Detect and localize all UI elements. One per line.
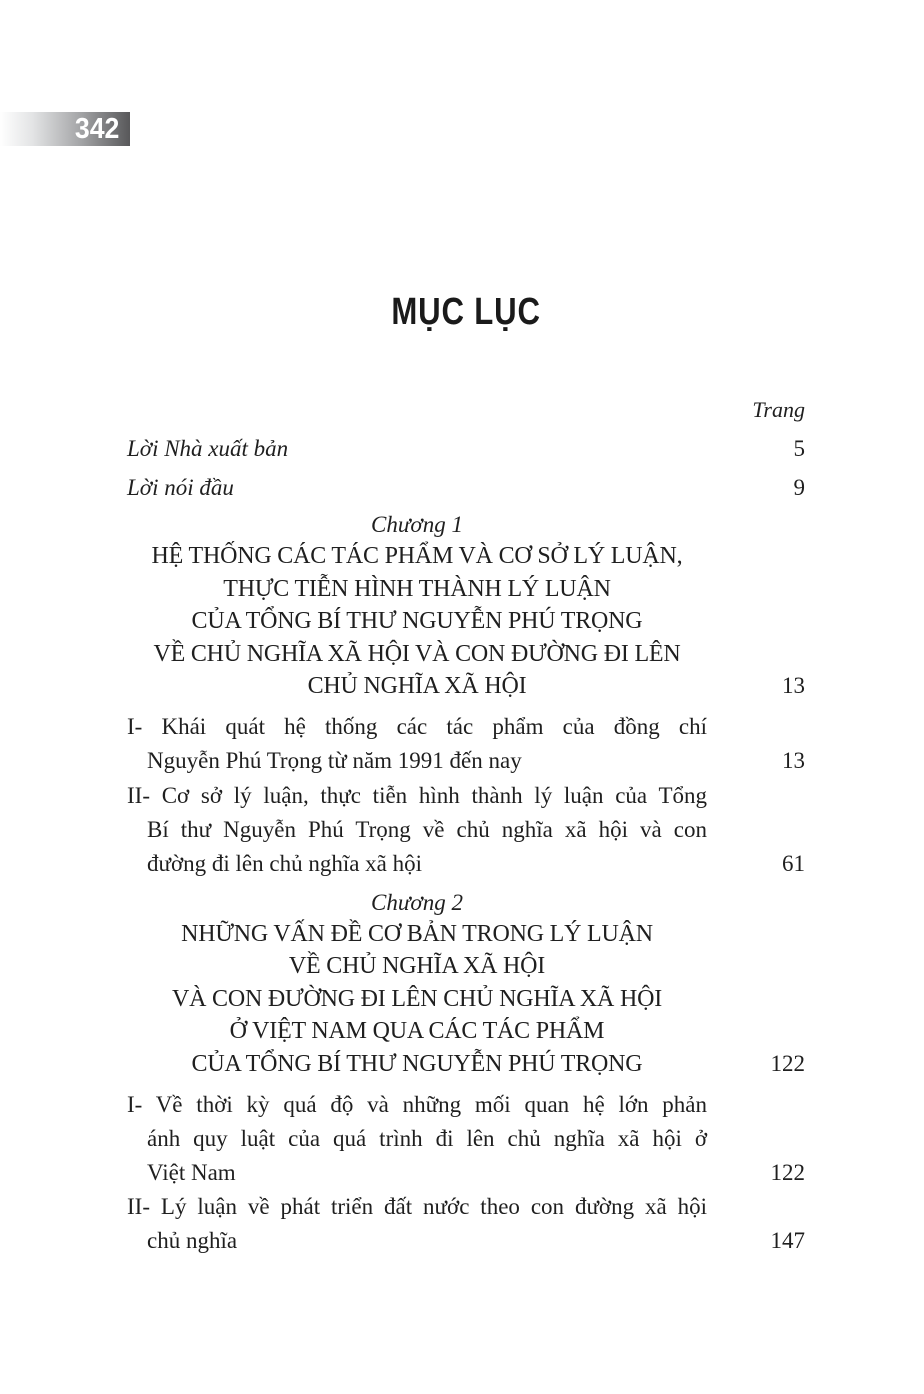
front-matter-label: Lời Nhà xuất bản	[127, 436, 289, 461]
chapter-title-line: CỦA TỔNG BÍ THƯ NGUYỄN PHÚ TRỌNG	[191, 608, 643, 634]
entry-text	[127, 710, 707, 778]
entry-line: chủ nghĩa	[147, 1228, 238, 1253]
entry-line: I- Về thời kỳ quá độ và những mối quan hệ lớn phản	[127, 1092, 707, 1117]
chapter-2-page: 122	[770, 1050, 805, 1076]
front-matter-page: 5	[793, 436, 805, 461]
chapter-2-block	[127, 888, 805, 1081]
chapter-title-line: CỦA TỔNG BÍ THƯ NGUYỄN PHÚ TRỌNG	[191, 1050, 643, 1077]
chapter-title-line: THỰC TIỄN HÌNH THÀNH LÝ LUẬN	[223, 575, 611, 602]
entry-page: 122	[770, 1160, 805, 1185]
entry-line: Việt Nam	[147, 1160, 236, 1185]
chapter-2-title	[127, 918, 707, 1081]
front-matter-row	[127, 434, 805, 464]
toc-title-text: MỤC LỤC	[391, 291, 541, 333]
chapter-title-line: VỀ CHỦ NGHĨA XÃ HỘI VÀ CON ĐƯỜNG ĐI LÊN	[153, 640, 681, 667]
entry-text	[127, 1088, 707, 1190]
entry-line: Bí thư Nguyễn Phú Trọng về chủ nghĩa xã hội và con	[147, 816, 707, 842]
entry-line: II- Cơ sở lý luận, thực tiễn hình thành lý luận của Tổng	[127, 782, 707, 808]
entry-line: ánh quy luật của quá trình đi lên chủ nghĩa xã hội ở	[147, 1126, 707, 1151]
chapter-2-label: Chương 2	[371, 889, 463, 915]
front-matter-page: 9	[793, 475, 805, 500]
entry-line: Nguyễn Phú Trọng từ năm 1991 đến nay	[147, 747, 522, 773]
entry-page: 61	[782, 850, 805, 876]
toc-title	[127, 291, 805, 333]
chapter-1-page: 13	[782, 673, 805, 698]
chapter-1-block	[127, 510, 805, 703]
chapter-title-line: HỆ THỐNG CÁC TÁC PHẨM VÀ CƠ SỞ LÝ LUẬN,	[151, 543, 683, 569]
chapter-title-line: NHỮNG VẤN ĐỀ CƠ BẢN TRONG LÝ LUẬN	[181, 920, 653, 947]
toc-entry	[127, 1190, 805, 1258]
entry-page: 147	[770, 1228, 805, 1253]
page-column-header: Trang	[752, 397, 805, 422]
chapter-title-line: VỀ CHỦ NGHĨA XÃ HỘI	[288, 953, 546, 979]
chapter-1-title	[127, 540, 707, 703]
chapter-title-line: CHỦ NGHĨA XÃ HỘI	[307, 673, 527, 699]
chapter-1-label: Chương 1	[371, 512, 463, 537]
page-number-bar	[0, 112, 130, 146]
entry-line: đường đi lên chủ nghĩa xã hội	[147, 850, 423, 876]
chapter-title-line: Ở VIỆT NAM QUA CÁC TÁC PHẨM	[229, 1018, 605, 1044]
toc-content	[127, 0, 805, 1258]
entry-text	[127, 1190, 707, 1258]
front-matter-label: Lời nói đầu	[127, 475, 234, 500]
chapter-title-line: VÀ CON ĐƯỜNG ĐI LÊN CHỦ NGHĨA XÃ HỘI	[171, 985, 663, 1012]
entry-text	[127, 779, 707, 881]
front-matter-row	[127, 473, 805, 503]
toc-entry	[127, 779, 805, 881]
entry-page: 13	[782, 747, 805, 773]
toc-entry	[127, 1088, 805, 1190]
entry-line: II- Lý luận về phát triển đất nước theo con đường xã hội	[127, 1194, 707, 1219]
page-number: 342	[74, 112, 119, 145]
toc-entry	[127, 710, 805, 778]
entry-line: I- Khái quát hệ thống các tác phẩm của đồng chí	[127, 713, 707, 739]
